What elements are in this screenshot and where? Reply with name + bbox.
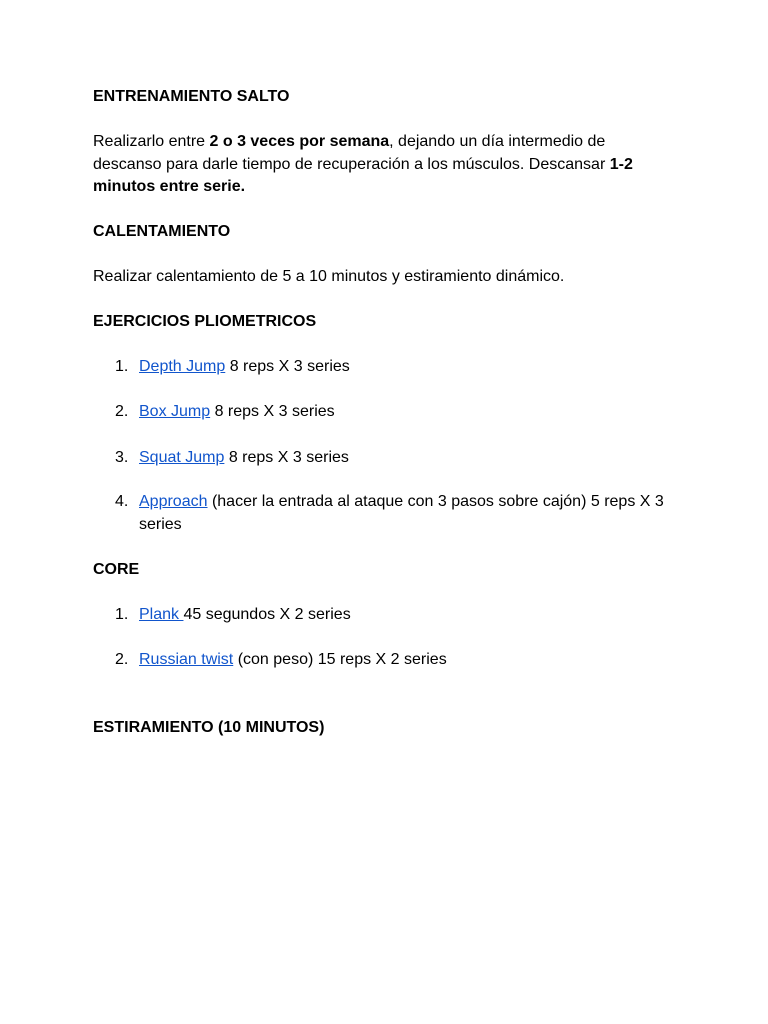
list-item: [93, 356, 678, 379]
list-number: 3.: [115, 449, 129, 466]
list-item: [93, 491, 678, 536]
list-number: 4.: [115, 493, 129, 510]
exercise-link-russian-twist[interactable]: Russian twist: [139, 651, 234, 668]
exercise-link-plank[interactable]: Plank: [139, 606, 184, 623]
document-title: ENTRENAMIENTO SALTO: [93, 88, 290, 105]
list-number: 2.: [115, 651, 129, 668]
warmup-text: Realizar calentamiento de 5 a 10 minutos y estiramiento dinámico.: [93, 268, 565, 285]
exercise-detail: (con peso) 15 reps X 2 series: [233, 651, 447, 668]
list-item: [93, 401, 678, 424]
plyometrics-heading: EJERCICIOS PLIOMETRICOS: [93, 313, 317, 330]
exercise-link-squat-jump[interactable]: Squat Jump: [139, 449, 225, 466]
exercise-link-depth-jump[interactable]: Depth Jump: [139, 358, 226, 375]
intro-text-2: , dejando un día intermedio de descanso para darle tiempo de recuperación a los músculos. Descansar: [93, 133, 610, 173]
intro-bold-rest: 1-2 minutos entre serie.: [93, 155, 633, 195]
list-number: 1.: [115, 358, 129, 375]
exercise-link-box-jump[interactable]: Box Jump: [139, 403, 211, 420]
intro-text-1: Realizarlo entre: [93, 133, 210, 150]
list-number: 2.: [115, 403, 129, 420]
exercise-detail: 45 segundos X 2 series: [183, 606, 351, 623]
list-item: [93, 649, 678, 672]
warmup-heading: CALENTAMIENTO: [93, 223, 231, 240]
exercise-link-approach[interactable]: Approach: [139, 493, 208, 510]
stretching-heading: ESTIRAMIENTO (10 MINUTOS): [93, 719, 325, 736]
core-heading: CORE: [93, 561, 140, 578]
exercise-detail: (hacer la entrada al ataque con 3 pasos sobre cajón) 5 reps X 3 series: [139, 493, 664, 533]
list-number: 1.: [115, 606, 129, 623]
intro-bold-frequency: 2 o 3 veces por semana: [209, 133, 390, 150]
exercise-detail: 8 reps X 3 series: [210, 403, 335, 420]
intro-paragraph: [93, 131, 678, 199]
exercise-detail: 8 reps X 3 series: [224, 449, 349, 466]
list-item: [93, 447, 678, 470]
list-item: [93, 604, 678, 627]
exercise-detail: 8 reps X 3 series: [225, 358, 350, 375]
